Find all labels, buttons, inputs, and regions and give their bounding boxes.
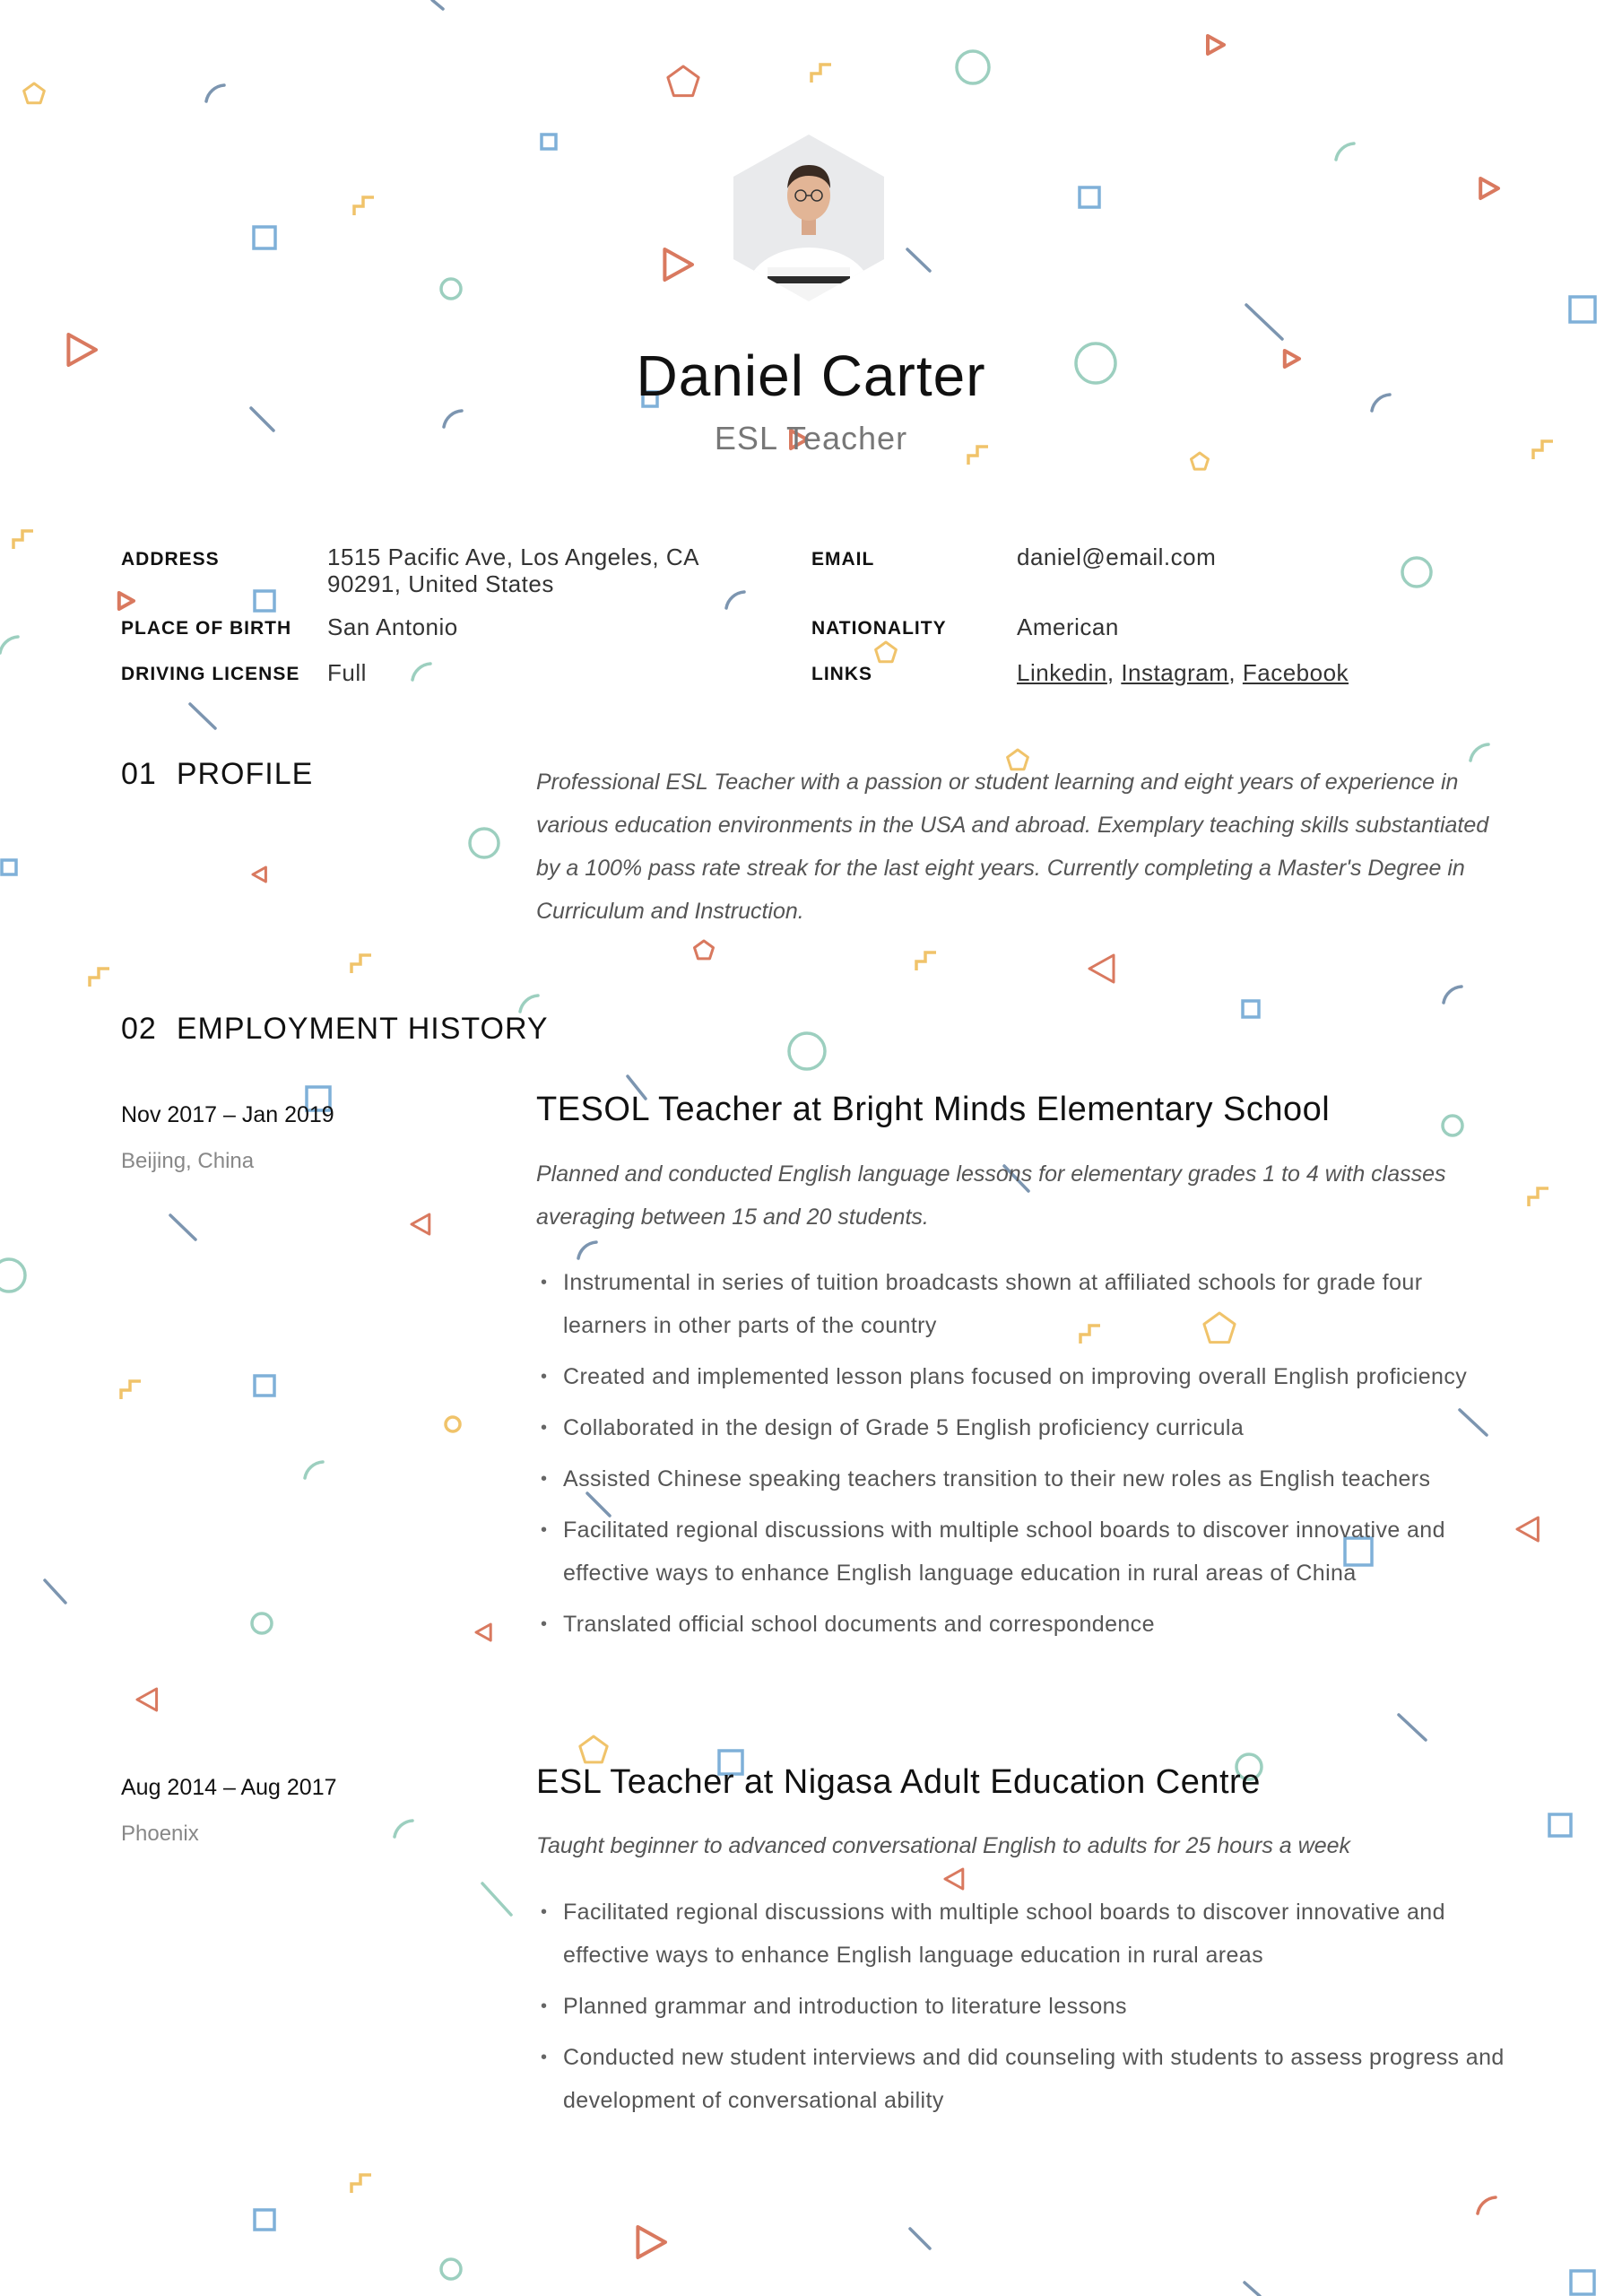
email-value[interactable]: daniel@email.com: [1017, 544, 1217, 570]
address-value: [327, 544, 699, 597]
address-line-1: 1515 Pacific Ave, Los Angeles, CA: [327, 544, 699, 570]
candidate-name: Daniel Carter: [636, 344, 986, 408]
job-1-location: Beijing, China: [121, 1149, 255, 1173]
birth-label: PLACE OF BIRTH: [121, 618, 292, 639]
job-2-location: Phoenix: [121, 1822, 199, 1846]
address-line-2: 90291, United States: [327, 570, 554, 597]
nationality-label: NATIONALITY: [811, 618, 947, 639]
license-value: Full: [327, 659, 367, 686]
job-1-description: Planned and conducted English language lessons for elementary grades 1 to 4 with classes averaging between 15 and 20 students.: [536, 1161, 1446, 1230]
profile-summary: Professional ESL Teacher with a passion or student learning and eight years of experience in various education environments in the USA and abroad. Exemplary teaching skills substantiated by a 100% pass rate streak for the last eight years. Currently completing a Master's Degree in Curriculum and Instruction.: [536, 770, 1489, 924]
candidate-title: ESL Teacher: [714, 420, 908, 457]
links-label: LINKS: [811, 664, 872, 684]
list-item: • Created and implemented lesson plans focused on improving overall English proficiency: [536, 1355, 1505, 1398]
profile-heading: [121, 757, 313, 792]
employment-heading: [121, 1012, 549, 1047]
employment-number: 02: [121, 1012, 157, 1046]
list-item: • Conducted new student interviews and did counseling with students to assess progress and development of conversational ability: [536, 2036, 1505, 2122]
link-instagram[interactable]: Instagram: [1121, 659, 1229, 686]
list-item: • Collaborated in the design of Grade 5 English proficiency curricula: [536, 1406, 1505, 1449]
list-item: • Facilitated regional discussions with multiple school boards to discover innovative and effective ways to enhance English language education in rural areas of China: [536, 1509, 1505, 1595]
list-item: • Facilitated regional discussions with multiple school boards to discover innovative and effective ways to enhance English language education in rural areas: [536, 1891, 1505, 1977]
links-list: Linkedin, Instagram, Facebook: [1017, 659, 1349, 686]
job-2-title: ESL Teacher at Nigasa Adult Education Centre: [536, 1763, 1261, 1801]
job-1-dates: Nov 2017 – Jan 2019: [121, 1102, 334, 1127]
list-item: • Planned grammar and introduction to literature lessons: [536, 1985, 1505, 2028]
job-1-bullets: [536, 1261, 1505, 1654]
profile-title: PROFILE: [176, 757, 314, 791]
employment-title: EMPLOYMENT HISTORY: [176, 1012, 549, 1046]
link-linkedin[interactable]: Linkedin: [1017, 659, 1107, 686]
nationality-value: American: [1017, 613, 1119, 640]
job-1-title: TESOL Teacher at Bright Minds Elementary School: [536, 1091, 1331, 1128]
list-item: • Translated official school documents and correspondence: [536, 1603, 1505, 1646]
address-label: ADDRESS: [121, 549, 220, 570]
list-item: • Assisted Chinese speaking teachers transition to their new roles as English teachers: [536, 1457, 1505, 1500]
email-label: EMAIL: [811, 549, 875, 570]
birth-value: San Antonio: [327, 613, 458, 640]
job-2-dates: Aug 2014 – Aug 2017: [121, 1775, 337, 1800]
link-facebook[interactable]: Facebook: [1242, 659, 1349, 686]
job-2-description: Taught beginner to advanced conversational English to adults for 25 hours a week: [536, 1833, 1351, 1858]
avatar: [732, 133, 886, 303]
job-2-bullets: [536, 1891, 1505, 2130]
license-label: DRIVING LICENSE: [121, 664, 300, 684]
list-item: • Instrumental in series of tuition broadcasts shown at affiliated schools for grade four learners in other parts of the country: [536, 1261, 1505, 1347]
profile-number: 01: [121, 757, 157, 791]
